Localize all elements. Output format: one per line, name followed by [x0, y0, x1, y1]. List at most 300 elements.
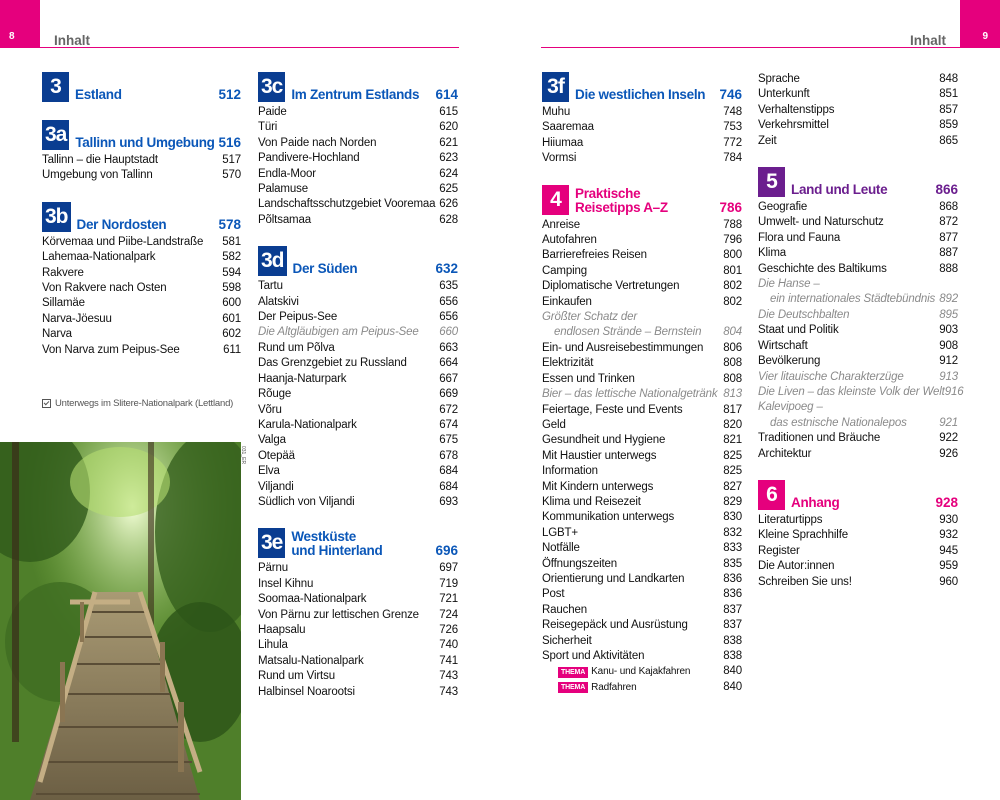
toc-entry[interactable]: [542, 680, 742, 695]
entry-title: [542, 341, 703, 356]
entry-page: 626: [439, 198, 458, 211]
toc-entry[interactable]: [542, 526, 742, 541]
toc-entry[interactable]: [542, 120, 742, 135]
entry-text: Information: [542, 465, 598, 478]
entry-text: Gesundheit und Hygiene: [542, 434, 666, 447]
entry-text: Bevölkerung: [758, 355, 821, 368]
entry-page: 960: [939, 575, 958, 588]
toc-entry[interactable]: [542, 541, 742, 556]
toc-entry[interactable]: [542, 618, 742, 633]
entry-title: [258, 623, 305, 638]
entry-title: [542, 618, 688, 633]
section-heading[interactable]: [758, 167, 958, 197]
toc-entry[interactable]: [758, 277, 958, 292]
chapter-number-badge: 3d: [258, 246, 287, 276]
entry-page: 838: [723, 650, 742, 662]
entry-page: 837: [723, 619, 742, 632]
toc-entry[interactable]: [258, 356, 458, 371]
entry-title: [542, 325, 701, 340]
toc-entry[interactable]: [258, 654, 458, 669]
section-heading[interactable]: [758, 480, 958, 510]
entry-text: Alatskivi: [258, 295, 299, 308]
section-heading[interactable]: [542, 72, 742, 102]
entry-page: 784: [723, 152, 742, 165]
entry-page: 888: [939, 262, 958, 275]
toc-entry[interactable]: [42, 327, 241, 342]
entry-text: Radfahren: [591, 681, 637, 693]
entry-page: 895: [939, 308, 958, 321]
toc-entry[interactable]: [542, 464, 742, 479]
toc-entry[interactable]: [758, 231, 958, 246]
entry-title: [258, 561, 288, 576]
toc-entry[interactable]: [258, 433, 458, 448]
entry-text: Klima: [758, 247, 787, 260]
entry-text: Verhaltenstipps: [758, 103, 835, 116]
toc-entry[interactable]: [258, 623, 458, 638]
entry-title: [258, 197, 435, 212]
section-title: Estland: [75, 87, 122, 102]
toc-entry[interactable]: [542, 279, 742, 294]
toc-entry[interactable]: [542, 295, 742, 310]
toc-entry[interactable]: [542, 248, 742, 263]
toc-entry[interactable]: [258, 310, 458, 325]
entry-text: Von Paide nach Norden: [258, 136, 377, 149]
toc-entry[interactable]: [42, 250, 241, 265]
entry-text: Rauchen: [542, 603, 587, 616]
entry-title: [758, 103, 834, 118]
entry-text: Die Deutschbalten: [758, 308, 850, 321]
entry-text: Mit Kindern unterwegs: [542, 480, 654, 493]
toc-section: [42, 72, 241, 102]
entry-page: 788: [723, 218, 742, 231]
entry-text: Register: [758, 544, 800, 557]
forest-stairs-photo: [0, 442, 241, 800]
entry-text: Der Peipus-See: [258, 311, 338, 324]
section-title: Westküste und Hinterland: [291, 529, 383, 559]
entry-page: 719: [439, 577, 458, 590]
entry-text: Mit Haustier unterwegs: [542, 449, 657, 462]
entry-title: [258, 480, 294, 495]
entry-title: [542, 418, 566, 433]
entry-page: 859: [939, 119, 958, 132]
entry-text: Das Grenzgebiet zu Russland: [258, 357, 407, 370]
entry-text: Soomaa-Nationalpark: [258, 593, 367, 606]
entry-page: 817: [723, 403, 742, 416]
section-page: 746: [719, 87, 742, 102]
entry-text: Bier – das lettische Nationalgetränk: [542, 388, 718, 401]
toc-entry[interactable]: [258, 480, 458, 495]
section-heading[interactable]: [258, 246, 458, 276]
toc-entry[interactable]: [42, 296, 241, 311]
entry-page: 753: [723, 121, 742, 134]
toc-entry[interactable]: [258, 325, 458, 340]
toc-entry[interactable]: [758, 262, 958, 277]
entry-text: Feiertage, Feste und Events: [542, 403, 683, 416]
toc-entry[interactable]: [258, 449, 458, 464]
entry-page: 802: [723, 295, 742, 308]
entry-text: Von Rakvere nach Osten: [42, 282, 167, 295]
toc-entry[interactable]: [258, 341, 458, 356]
entry-title: [542, 433, 665, 448]
entry-text: Umwelt- und Naturschutz: [758, 216, 884, 229]
page-number-right: 9: [982, 31, 988, 42]
entry-title: [258, 433, 286, 448]
entry-title: [542, 151, 576, 166]
entry-text: Tallinn – die Hauptstadt: [42, 154, 158, 166]
toc-entry[interactable]: [258, 669, 458, 684]
toc-entry[interactable]: [758, 87, 958, 102]
entry-text: Geografie: [758, 201, 808, 214]
header-rule-right: [541, 47, 960, 48]
toc-entry[interactable]: [758, 134, 958, 149]
section-heading[interactable]: [258, 72, 458, 102]
entry-title: [758, 559, 834, 574]
entry-page: 808: [723, 372, 742, 385]
entry-title: [542, 403, 682, 418]
entry-title: [258, 136, 376, 151]
entry-page: 741: [439, 654, 458, 667]
toc-entry[interactable]: [542, 151, 742, 166]
toc-entry[interactable]: [758, 528, 958, 543]
toc-entry[interactable]: [258, 136, 458, 151]
entry-page: 945: [939, 544, 958, 557]
entry-title: [42, 327, 72, 342]
entry-text: Türi: [258, 121, 278, 134]
toc-entry[interactable]: [542, 572, 742, 587]
entry-title: [542, 387, 718, 402]
toc-entry[interactable]: [542, 510, 742, 525]
entry-title: [542, 136, 583, 151]
entry-page: 621: [439, 136, 458, 149]
toc-entry[interactable]: [758, 292, 958, 307]
toc-entry[interactable]: [542, 557, 742, 572]
entry-page: 672: [439, 403, 458, 416]
entry-title: [758, 246, 786, 261]
section-heading[interactable]: [42, 72, 241, 102]
toc-entry[interactable]: [258, 105, 458, 120]
entry-title: [542, 541, 580, 556]
entry-page: 801: [723, 264, 742, 277]
entry-text: Öffnungszeiten: [542, 557, 618, 570]
entry-text: Narva: [42, 328, 72, 341]
toc-entry[interactable]: [542, 372, 742, 387]
entry-page: 892: [939, 293, 958, 306]
toc-entry[interactable]: [542, 649, 742, 664]
entry-title: [258, 449, 295, 464]
entry-title: [542, 557, 617, 572]
toc-entry[interactable]: [542, 587, 742, 602]
toc-entry[interactable]: [258, 464, 458, 479]
toc-entry[interactable]: [542, 603, 742, 618]
chapter-number-badge: 6: [758, 480, 785, 510]
toc-entry[interactable]: [542, 634, 742, 649]
entry-title: [42, 153, 158, 168]
toc-entry[interactable]: [542, 264, 742, 279]
toc-entry[interactable]: [542, 387, 742, 402]
toc-entry[interactable]: [258, 167, 458, 182]
toc-entry[interactable]: [758, 370, 958, 385]
entry-text: Orientierung und Landkarten: [542, 572, 685, 585]
entry-page: 877: [939, 231, 958, 244]
page-number-tab-right: [960, 0, 1000, 48]
entry-title: [42, 235, 203, 250]
toc-entry[interactable]: [542, 105, 742, 120]
toc-entry[interactable]: [258, 592, 458, 607]
entry-title: [542, 105, 570, 120]
entry-text: Barrierefreies Reisen: [542, 249, 647, 262]
toc-entry[interactable]: [758, 323, 958, 338]
toc-entry[interactable]: [258, 279, 458, 294]
entry-text: Sport und Aktivitäten: [542, 650, 645, 662]
entry-title: [258, 213, 311, 228]
entry-text: Klima und Reisezeit: [542, 495, 641, 508]
entry-page: 959: [939, 560, 958, 573]
toc-entry[interactable]: [258, 151, 458, 166]
entry-title: [758, 370, 904, 385]
entry-page: 802: [723, 280, 742, 293]
entry-title: [542, 449, 656, 464]
toc-entry[interactable]: [758, 575, 958, 590]
entry-title: [542, 495, 641, 510]
toc-entry[interactable]: [758, 431, 958, 446]
toc-entry[interactable]: [542, 449, 742, 464]
entry-title: [258, 592, 366, 607]
entry-page: 598: [222, 282, 241, 295]
entry-text: Verkehrsmittel: [758, 119, 829, 132]
toc-entry[interactable]: [758, 447, 958, 462]
entry-text: Essen und Trinken: [542, 372, 635, 385]
entry-page: 835: [723, 557, 742, 570]
toc-entry[interactable]: [258, 403, 458, 418]
toc-entry[interactable]: [258, 685, 458, 700]
toc-entry[interactable]: [258, 213, 458, 228]
entry-title: [542, 218, 580, 233]
section-page: 516: [218, 135, 241, 150]
toc-entry[interactable]: [42, 153, 241, 168]
entry-text: Einkaufen: [542, 295, 592, 308]
entry-page: 836: [723, 588, 742, 601]
entry-text: Vormsi: [542, 152, 577, 165]
toc-entry[interactable]: [42, 343, 241, 358]
toc-entry[interactable]: [258, 577, 458, 592]
entry-text: Sicherheit: [542, 634, 592, 647]
entry-page: 813: [723, 388, 742, 401]
entry-title: [758, 87, 810, 102]
toc-column-1: [42, 72, 241, 376]
entry-title: [542, 664, 690, 679]
entry-page: 601: [222, 312, 241, 325]
toc-entry[interactable]: [758, 400, 958, 415]
entry-text: Saaremaa: [542, 121, 594, 134]
section-heading[interactable]: [42, 120, 241, 150]
toc-entry[interactable]: [258, 638, 458, 653]
entry-title: [758, 134, 777, 149]
entry-page: 602: [222, 328, 241, 341]
entry-text: Umgebung von Tallinn: [42, 169, 153, 182]
entry-page: 624: [439, 167, 458, 180]
toc-entry[interactable]: [258, 561, 458, 576]
toc-entry[interactable]: [42, 281, 241, 296]
entry-title: [758, 528, 848, 543]
entry-page: 570: [222, 169, 241, 182]
entry-page: 837: [723, 603, 742, 616]
header-rule-left: [40, 47, 459, 48]
entry-text: Rund um Virtsu: [258, 670, 335, 683]
entry-title: [758, 431, 880, 446]
toc-entry[interactable]: [758, 513, 958, 528]
section-page: 786: [719, 199, 742, 215]
section-heading[interactable]: [542, 185, 742, 215]
toc-entry[interactable]: [542, 310, 742, 325]
entry-text: Paide: [258, 106, 287, 118]
toc-entry[interactable]: [258, 418, 458, 433]
toc-entry[interactable]: [542, 433, 742, 448]
entry-title: [542, 480, 653, 495]
toc-entry[interactable]: [758, 385, 964, 400]
entry-page: 611: [223, 343, 241, 356]
toc-entry[interactable]: [758, 103, 958, 118]
toc-entry[interactable]: [42, 266, 241, 281]
entry-text: Valga: [258, 434, 286, 447]
section-heading[interactable]: [258, 528, 458, 558]
entry-text: Körvemaa und Piibe-Landstraße: [42, 235, 204, 248]
toc-entry[interactable]: [542, 341, 742, 356]
toc-entry[interactable]: [258, 197, 458, 212]
entry-text: Viljandi: [258, 480, 294, 493]
entry-title: [42, 343, 180, 358]
entry-page: 660: [439, 326, 458, 339]
entry-text: ein internationales Städtebündnis: [770, 293, 936, 306]
entry-title: [542, 603, 587, 618]
entry-text: Narva-Jöesuu: [42, 312, 112, 325]
entry-page: 872: [939, 216, 958, 229]
section-heading[interactable]: [42, 202, 241, 232]
toc-entry[interactable]: [542, 418, 742, 433]
toc-entry[interactable]: [758, 118, 958, 133]
entry-title: [542, 233, 597, 248]
toc-entry[interactable]: [42, 168, 241, 183]
entry-title: [258, 387, 291, 402]
toc-entry[interactable]: [542, 325, 742, 340]
entry-page: 594: [222, 266, 241, 279]
entry-text: Geschichte des Baltikums: [758, 262, 887, 275]
entry-text: LGBT+: [542, 526, 579, 539]
toc-entry[interactable]: [758, 200, 958, 215]
toc-entry[interactable]: [758, 72, 958, 87]
hike-icon: [42, 399, 51, 408]
toc-entry[interactable]: [542, 480, 742, 495]
entry-text: Karula-Nationalpark: [258, 418, 357, 431]
toc-column-3: [542, 72, 742, 713]
toc-entry[interactable]: [258, 372, 458, 387]
entry-title: [42, 281, 167, 296]
toc-entry[interactable]: [542, 495, 742, 510]
entry-page: 887: [939, 247, 958, 260]
entry-text: Pärnu: [258, 562, 288, 575]
toc-entry[interactable]: [758, 339, 958, 354]
toc-entry[interactable]: [758, 308, 958, 323]
entry-page: 667: [439, 372, 458, 385]
toc-entry[interactable]: [758, 416, 958, 431]
toc-entry[interactable]: [258, 120, 458, 135]
entry-title: [758, 385, 945, 400]
entry-title: [758, 277, 820, 292]
entry-page: 623: [439, 152, 458, 165]
toc-entry[interactable]: [258, 495, 458, 510]
entry-text: Haapsalu: [258, 623, 306, 636]
toc-entry[interactable]: [258, 387, 458, 402]
entry-title: [258, 182, 308, 197]
entry-text: endlosen Strände – Bernstein: [554, 326, 702, 339]
toc-entry[interactable]: [542, 233, 742, 248]
entry-text: Autofahren: [542, 234, 597, 247]
entry-text: Põltsamaa: [258, 213, 311, 226]
entry-title: [758, 575, 852, 590]
entry-page: 721: [439, 593, 458, 606]
entry-title: [258, 372, 346, 387]
page-number-tab-left: [0, 0, 40, 48]
toc-entry[interactable]: [758, 246, 958, 261]
entry-page: 656: [439, 311, 458, 324]
chapter-number-badge: 3e: [258, 528, 285, 558]
entry-page: 836: [723, 572, 742, 585]
entry-page: 740: [439, 639, 458, 652]
running-title-left: Inhalt: [54, 33, 90, 48]
toc-entry[interactable]: [42, 312, 241, 327]
toc-entry[interactable]: [542, 218, 742, 233]
entry-text: Wirtschaft: [758, 339, 808, 352]
entry-title: [258, 495, 355, 510]
toc-entry[interactable]: [258, 608, 458, 623]
toc-entry[interactable]: [542, 136, 742, 151]
entry-text: Die Altgläubigen am Peipus-See: [258, 326, 419, 339]
toc-entry[interactable]: [758, 559, 958, 574]
entry-text: Landschaftsschutzgebiet Vooremaa: [258, 198, 436, 211]
entry-text: Kalevipoeg –: [758, 401, 823, 414]
entry-text: Größter Schatz der: [542, 311, 638, 324]
entry-page: 656: [439, 295, 458, 308]
section-title: Praktische Reisetipps A–Z: [575, 185, 668, 215]
toc-entry[interactable]: [758, 544, 958, 559]
entry-title: [758, 447, 811, 462]
toc-entry[interactable]: [42, 235, 241, 250]
toc-entry[interactable]: [758, 354, 958, 369]
toc-entry[interactable]: [258, 182, 458, 197]
entry-page: 821: [723, 434, 742, 447]
entry-page: 678: [439, 449, 458, 462]
entry-title: [542, 526, 578, 541]
entry-title: [258, 669, 335, 684]
entry-title: [758, 544, 800, 559]
entry-text: Notfälle: [542, 542, 580, 555]
toc-entry[interactable]: [542, 664, 742, 679]
chapter-number-badge: 3b: [42, 202, 71, 232]
toc-entry[interactable]: [542, 403, 742, 418]
entry-page: 635: [439, 280, 458, 293]
entry-title: [258, 120, 277, 135]
section-page: 866: [935, 182, 958, 198]
entry-title: [758, 72, 800, 87]
entry-text: Literaturtipps: [758, 513, 823, 526]
entry-title: [258, 295, 299, 310]
entry-page: 912: [939, 355, 958, 368]
entry-page: 857: [939, 103, 958, 116]
entry-page: 930: [939, 513, 958, 526]
toc-entry[interactable]: [758, 215, 958, 230]
entry-text: Von Pärnu zur lettischen Grenze: [258, 608, 419, 621]
toc-entry[interactable]: [258, 295, 458, 310]
toc-entry[interactable]: [542, 356, 742, 371]
